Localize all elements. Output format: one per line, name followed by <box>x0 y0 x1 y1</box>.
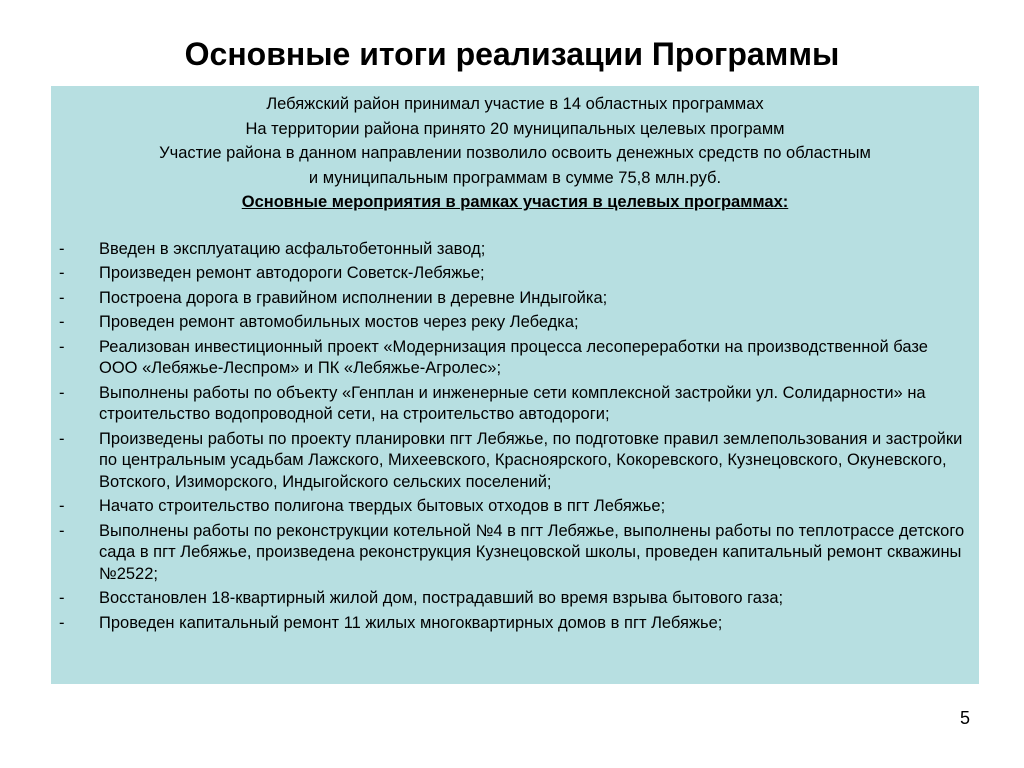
intro-line: Участие района в данном направлении позволило освоить денежных средств по областным <box>159 144 871 162</box>
list-item-text: Введен в эксплуатацию асфальтобетонный завод; <box>99 239 486 258</box>
list-item-text: Восстановлен 18-квартирный жилой дом, пострадавший во время взрыва бытового газа; <box>99 589 784 607</box>
list-item-text: Произведен ремонт автодороги Советск-Лебяжье; <box>99 264 485 282</box>
list-item <box>51 337 979 380</box>
intro-line: На территории района принято 20 муниципальных целевых программ <box>245 119 785 138</box>
list-item-text: Реализован инвестиционный проект «Модернизация процесса лесопереработки на производственной базе ООО «Лебяжье-Леспром» и ПК «Лебяжье-Агролес»; <box>99 337 928 377</box>
bullet-dash: - <box>59 613 65 632</box>
list-item <box>51 288 979 310</box>
slide-title: Основные итоги реализации Программы <box>184 36 840 72</box>
bullet-list <box>51 239 979 635</box>
bullet-dash: - <box>59 239 65 258</box>
intro-line: и муниципальным программам в сумме 75,8 млн.руб. <box>308 168 722 187</box>
bullet-dash: - <box>59 337 65 356</box>
list-item <box>51 588 979 610</box>
intro-line: Лебяжский район принимал участие в 14 областных программах <box>266 95 764 113</box>
section-heading: Основные мероприятия в рамках участия в целевых программах: <box>241 193 789 211</box>
page-number: 5 <box>959 708 970 728</box>
list-item <box>51 613 979 635</box>
list-item-text: Произведены работы по проекту планировки пгт Лебяжье, по подготовке правил землепользования и застройки по центральным усадьбам Лажского, Михеевского, Красноярского, Кокоревского, Кузнецовского, Окуневского, Вотского, Изиморского, Индыгойского сельских поселений; <box>99 429 963 491</box>
list-item-text: Построена дорога в гравийном исполнении в деревне Индыгойка; <box>99 288 608 307</box>
spacer <box>51 215 979 239</box>
bullet-dash: - <box>59 589 65 607</box>
list-item-text: Выполнены работы по реконструкции котельной №4 в пгт Лебяжье, выполнены работы по теплотрассе детского сада в пгт Лебяжье, произведена реконструкция Кузнецовской школы, проведен капитальный ремонт скважины №2522; <box>99 521 965 583</box>
bullet-dash: - <box>59 264 65 282</box>
bullet-dash: - <box>59 497 65 515</box>
bullet-dash: - <box>59 288 65 307</box>
list-item <box>51 429 979 494</box>
content-box <box>51 86 979 684</box>
list-item <box>51 521 979 586</box>
list-item-text: Проведен ремонт автомобильных мостов через реку Лебедка; <box>99 313 579 331</box>
list-item-text: Выполнены работы по объекту «Генплан и инженерные сети комплексной застройки ул. Солидарности» на строительство водопроводной сети, на строительство автодороги; <box>99 383 926 423</box>
list-item-text: Проведен капитальный ремонт 11 жилых многоквартирных домов в пгт Лебяжье; <box>99 613 723 632</box>
bullet-dash: - <box>59 383 65 402</box>
list-item <box>51 383 979 426</box>
list-item <box>51 312 979 334</box>
bullet-dash: - <box>59 313 65 331</box>
bullet-dash: - <box>59 429 65 448</box>
list-item <box>51 263 979 285</box>
list-item <box>51 239 979 261</box>
list-item <box>51 496 979 518</box>
list-item-text: Начато строительство полигона твердых бытовых отходов в пгт Лебяжье; <box>99 497 666 515</box>
bullet-dash: - <box>59 521 65 540</box>
